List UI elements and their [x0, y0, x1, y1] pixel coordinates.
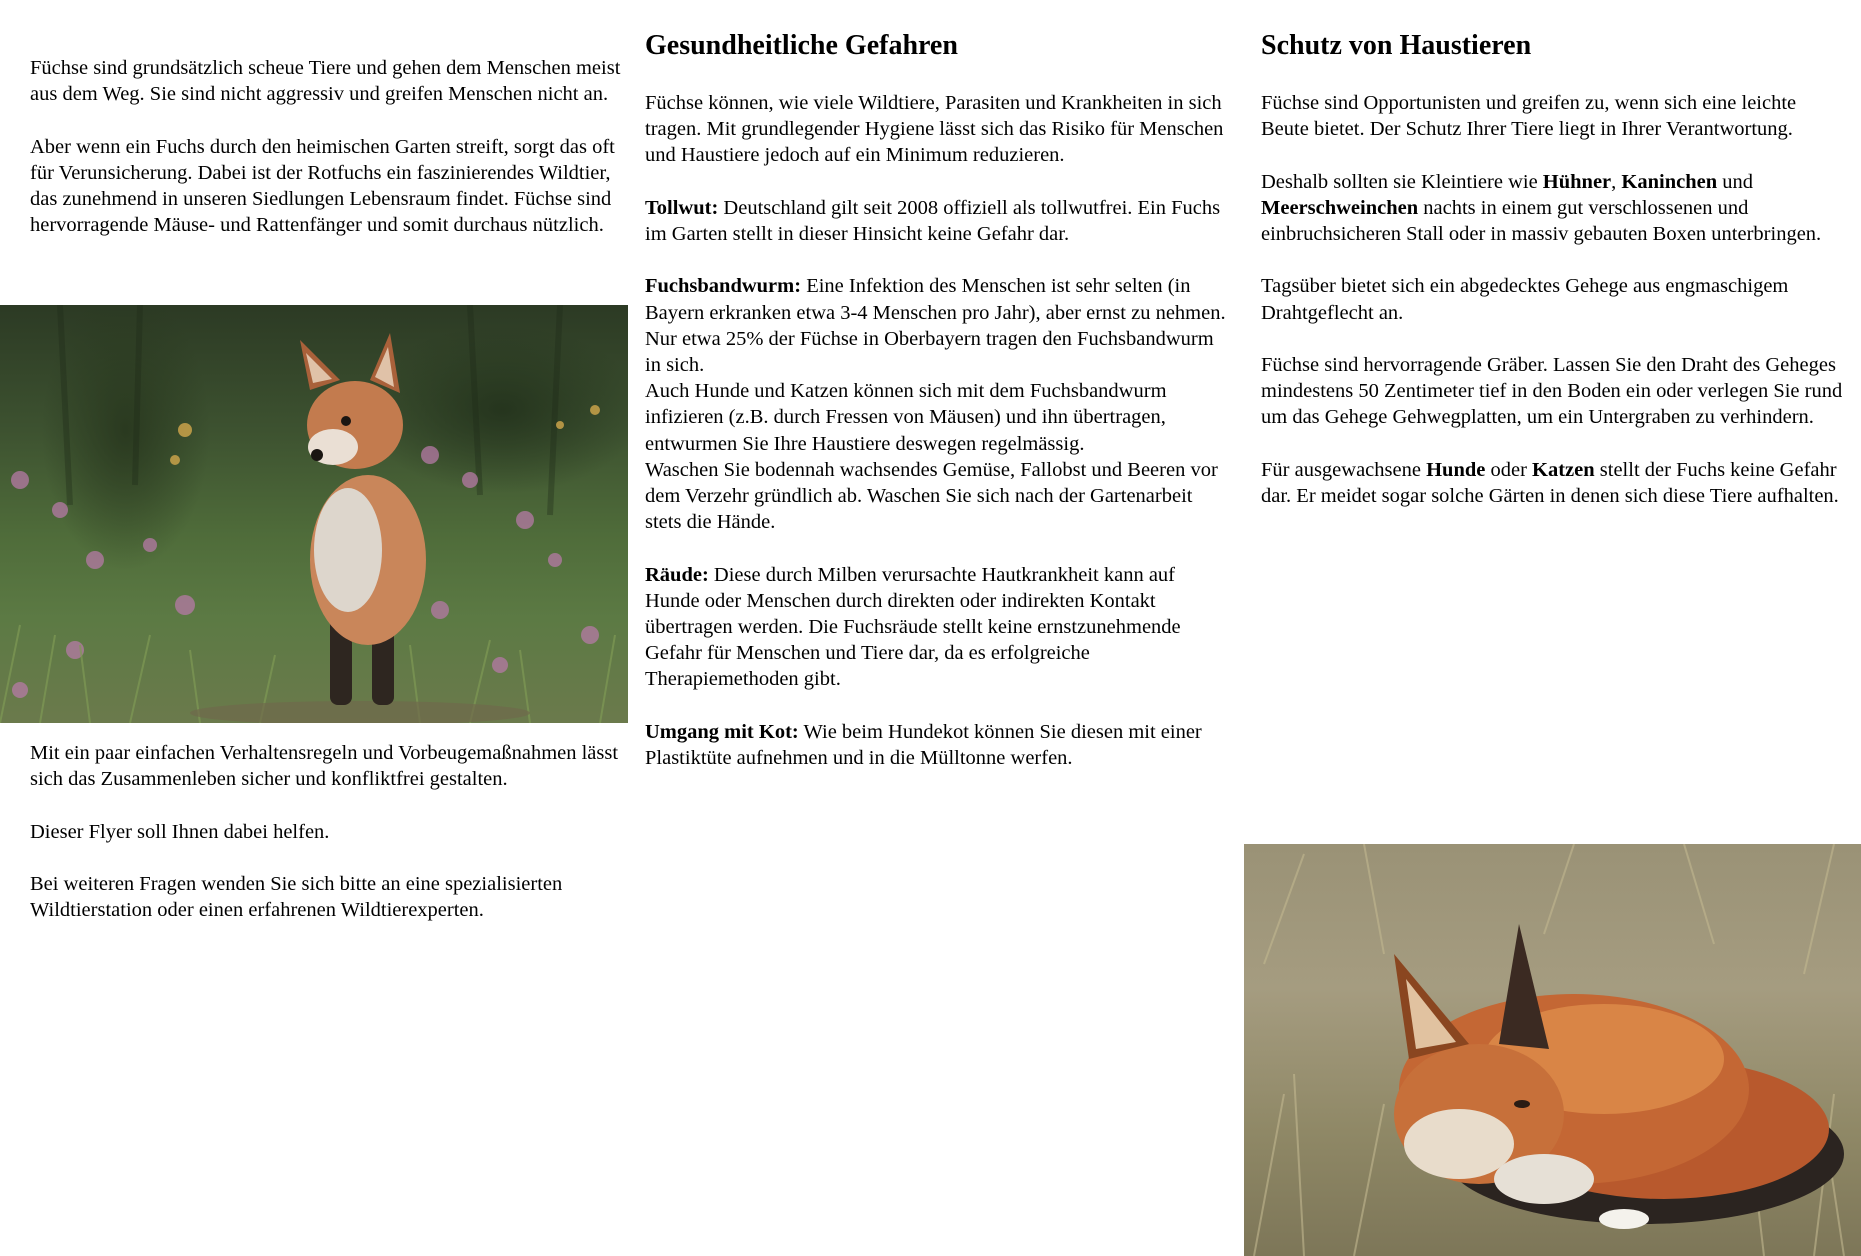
closing-paragraph-2: Dieser Flyer soll Ihnen dabei helfen. [30, 820, 330, 843]
graeber-paragraph: Füchse sind hervorragende Gräber. Lassen Sie den Draht des Geheges mindestens 50 Zentimeter tief in den Boden ein oder verlegen Sie rund um das Gehege Gehwegplatten, um ein Untergraben zu verhindern. [1261, 353, 1843, 429]
fox-kit-photo [0, 305, 628, 723]
fuchsbandwurm-text: Eine Infektion des Menschen ist sehr selten (in Bayern erkranken etwa 3-4 Menschen pro Jahr), aber ernst zu nehmen. Nur etwa 25% der Füchse in Oberbayern tragen den Fuchsbandwurm in sich. [645, 275, 1226, 376]
intro-text [30, 55, 625, 238]
hunde-katzen-paragraph [1261, 457, 1846, 509]
tollwut-text: Deutschland gilt seit 2008 offiziell als tollwutfrei. Ein Fuchs im Garten stellt in dieser Hinsicht keine Gefahr dar. [645, 196, 1221, 245]
raeude-paragraph [645, 562, 1230, 693]
intro-paragraph-1: Füchse sind grundsätzlich scheue Tiere und gehen dem Menschen meist aus dem Weg. Sie sind nicht aggressiv und greifen Menschen nicht an. [30, 57, 621, 106]
health-risks-heading: Gesundheitliche Gefahren [645, 30, 958, 61]
tollwut-label: Tollwut: [645, 196, 719, 219]
stall-animal-kaninchen: Kaninchen [1621, 170, 1718, 193]
hunde-katzen-mid: oder [1485, 458, 1533, 481]
closing-text [30, 740, 625, 923]
stall-pre: Deshalb sollten sie Kleintiere wie [1261, 170, 1543, 193]
kot-paragraph [645, 719, 1230, 771]
raeude-text: Diese durch Milben verursachte Hautkrankheit kann auf Hunde oder Menschen durch direkten oder indirekten Kontakt übertragen werden. Die Fuchsräude stellt keine ernstzunehmende Gefahr für Menschen und Tiere dar, da es erfolgreiche Therapiemethoden gibt. [645, 563, 1181, 691]
stall-animal-meerschweinchen: Meerschweinchen [1261, 196, 1419, 219]
pet-protection-heading: Schutz von Haustieren [1261, 30, 1532, 61]
hunde-katzen-pre: Für ausgewachsene [1261, 458, 1427, 481]
resting-fox-photo [1244, 844, 1861, 1256]
stall-paragraph [1261, 169, 1846, 248]
stall-post: nachts in einem gut verschlossenen und einbruchsicheren Stall oder in massiv gebauten Boxen unterbringen. [1261, 196, 1822, 245]
animal-katzen: Katzen [1532, 458, 1595, 481]
stall-sep2: und [1717, 170, 1753, 193]
raeude-label: Räude: [645, 563, 709, 586]
pet-protection-text [1261, 90, 1846, 509]
gehege-paragraph: Tagsüber bietet sich ein abgedecktes Gehege aus engmaschigem Drahtgeflecht an. [1261, 275, 1789, 324]
hunde-katzen-post: stellt der Fuchs keine Gefahr dar. Er meidet sogar solche Gärten in denen sich diese Tiere aufhalten. [1261, 458, 1839, 507]
stall-sep1: , [1611, 170, 1622, 193]
stall-animal-huehner: Hühner [1542, 170, 1612, 193]
intro-paragraph-2: Aber wenn ein Fuchs durch den heimischen Garten streift, sorgt das oft für Verunsicherung. Dabei ist der Rotfuchs ein faszinierendes Wildtier, das zunehmend in unseren Siedlungen Lebensraum findet. Füchse sind hervorragende Mäuse- und Rattenfänger und somit durchaus nützlich. [30, 135, 615, 237]
closing-paragraph-3: Bei weiteren Fragen wenden Sie sich bitte an eine spezialisierten Wildtierstation oder einen erfahrenen Wildtierexperten. [30, 872, 563, 922]
fuchsbandwurm-paragraph [645, 273, 1230, 378]
kot-text: Wie beim Hundekot können Sie diesen mit einer Plastiktüte aufnehmen und in die Mülltonne werfen. [645, 720, 1202, 770]
health-risks-text [645, 90, 1230, 771]
closing-paragraph-1: Mit ein paar einfachen Verhaltensregeln und Vorbeugemaßnahmen lässt sich das Zusammenleben sicher und konfliktfrei gestalten. [30, 742, 619, 791]
fuchsbandwurm-hygiene: Waschen Sie bodennah wachsendes Gemüse, Fallobst und Beeren vor dem Verzehr gründlich ab. Waschen Sie sich nach der Gartenarbeit stets die Hände. [645, 458, 1218, 534]
fuchsbandwurm-pets: Auch Hunde und Katzen können sich mit dem Fuchsbandwurm infizieren (z.B. durch Fressen von Mäusen) und ihn übertragen, entwurmen Sie Ihre Haustiere deswegen regelmässig. [645, 380, 1167, 455]
animal-hunde: Hunde [1426, 458, 1486, 481]
kot-label: Umgang mit Kot: [645, 720, 799, 743]
health-intro: Füchse können, wie viele Wildtiere, Parasiten und Krankheiten in sich tragen. Mit grundlegender Hygiene lässt sich das Risiko für Menschen und Haustiere jedoch auf ein Minimum reduzieren. [645, 92, 1224, 167]
tollwut-paragraph [645, 195, 1230, 247]
pet-intro: Füchse sind Opportunisten und greifen zu, wenn sich eine leichte Beute bietet. Der Schutz Ihrer Tiere liegt in Ihrer Verantwortung. [1261, 92, 1797, 141]
fuchsbandwurm-label: Fuchsbandwurm: [645, 275, 802, 298]
